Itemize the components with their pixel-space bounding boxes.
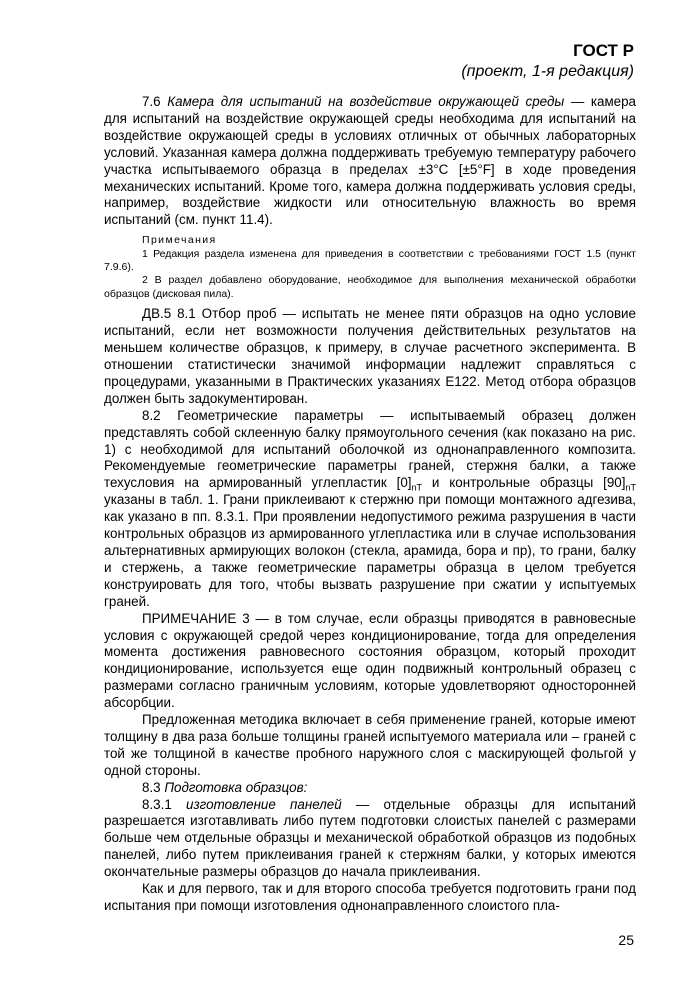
final-paragraph: Как и для первого, так и для второго способа требуется подготовить грани под испытания при помощи изготовления однонаправленного слоистого пла- <box>104 881 636 913</box>
clause-title: Камера для испытаний на воздействие окружающей среды <box>167 94 565 109</box>
clause-number: 8.3.1 <box>142 796 186 812</box>
paragraph-8-2-part-c: указаны в табл. 1. Грани приклеивают к стержню при помощи монтажного адгезива, как указано в пп. 8.3.1. При проявлении недопустимого режима разрушения в части контрольных образцов из армированного углепластика или в случае использования альтернативных армирующих волокон (стекла, арамида, бора и пр), то грани, балку и стержень, а также геометрические параметры образца в целом требуется конструировать для того, чтобы вызвать разрушение при сжатии у испытуемых граней. <box>104 492 636 609</box>
standard-title: ГОСТ Р <box>573 41 634 60</box>
note-3-paragraph: ПРИМЕЧАНИЕ 3 — в том случае, если образцы приводятся в равновесные условия с окружающей средой через кондиционирование, тогда для определения момента достижения равновесного состояния образцом, который проходит кондиционирование, используется еще один подвижный контрольный образец с размерами согласно граничным условиям, которые удовлетворяют односторонней абсорбции. <box>104 610 636 711</box>
notes-block <box>104 234 636 301</box>
page-number: 25 <box>618 932 634 948</box>
clause-title: Подготовка образцов: <box>164 779 308 795</box>
clause-text: — отдельные образцы для испытаний разрешается изготавливать либо путем подготовки слоистых панелей с размерами больше чем отдельные образцы и механической обработкой образцов из подобных панелей, либо путем приклеивания граней к стержням балки, у которых имеются окончательные размеры образцов до начала приклеивания. <box>104 796 636 880</box>
edition-subtitle-text: (проект, 1-я редакция) <box>461 63 634 80</box>
note-2: 2 В раздел добавлено оборудование, необходимое для выполнения механической обработки образцов (дисковая пила). <box>104 274 636 300</box>
note-1: 1 Редакция раздела изменена для приведения в соответствии с требованиями ГОСТ 1.5 (пункт 7.9.6). <box>104 247 636 274</box>
paragraph-8-3 <box>104 780 636 797</box>
method-paragraph: Предложенная методика включает в себя применение граней, которые имеют толщину в два раза больше толщины граней испытуемого материала или – граней с той же толщиной в качестве пробного наружного слоя с маскирующей фольгой у одной стороны. <box>104 712 636 778</box>
edition-subtitle <box>461 62 634 82</box>
clause-title: изготовление панелей <box>186 796 342 812</box>
clause-number: 8.3 <box>142 779 165 795</box>
paragraph-8-2-part-a: 8.2 Геометрические параметры — испытываемый образец должен представлять собой склеенную балку прямоугольного сечения (как показано на рис. 1) с необходимой для испытаний оболочкой из однонаправленного композита. Рекомендуемые геометрические параметры граней, стержня балки, а также техусловия на армированный углепластик [0] <box>104 407 636 491</box>
paragraph-8-3-1 <box>104 797 636 882</box>
paragraph-8-1: ДВ.5 8.1 Отбор проб — испытать не менее пяти образцов на одно условие испытаний, если нет возможности получения действительных результатов на меньшем количестве образцов, к примеру, в случае расчетного эксперимента. В отношении статистически значимой информации надлежит справляться с процедурами, указанными в Практических указаниях Е122. Метод отбора образцов должен быть задокументирован. <box>104 306 636 406</box>
notes-heading: Примечания <box>142 234 217 247</box>
subscript-nt-1: nT <box>411 483 423 494</box>
paragraph-7-6 <box>104 94 636 229</box>
document-header <box>461 40 634 82</box>
paragraph-8-2 <box>104 408 636 611</box>
clause-text: — камера для испытаний на воздействие окружающей среды необходима для испытаний на воздействие окружающей среды в условиях отличных от обычных лабораторных условий. Указанная камера должна поддерживать требуемую температуру рабочего участка испытываемого образца в пределах ±3°С [±5°F] в ходе проведения механических испытаний. Кроме того, камера должна поддерживать условия среды, например, воздействие жидкости или относительную влажность во время испытаний (см. пункт 11.4). <box>104 94 636 228</box>
document-body <box>104 94 636 915</box>
paragraph-8-2-part-b: и контрольные образцы [90] <box>422 475 626 491</box>
subscript-nt-2: nT <box>625 483 636 494</box>
clause-number: 7.6 <box>142 94 168 109</box>
